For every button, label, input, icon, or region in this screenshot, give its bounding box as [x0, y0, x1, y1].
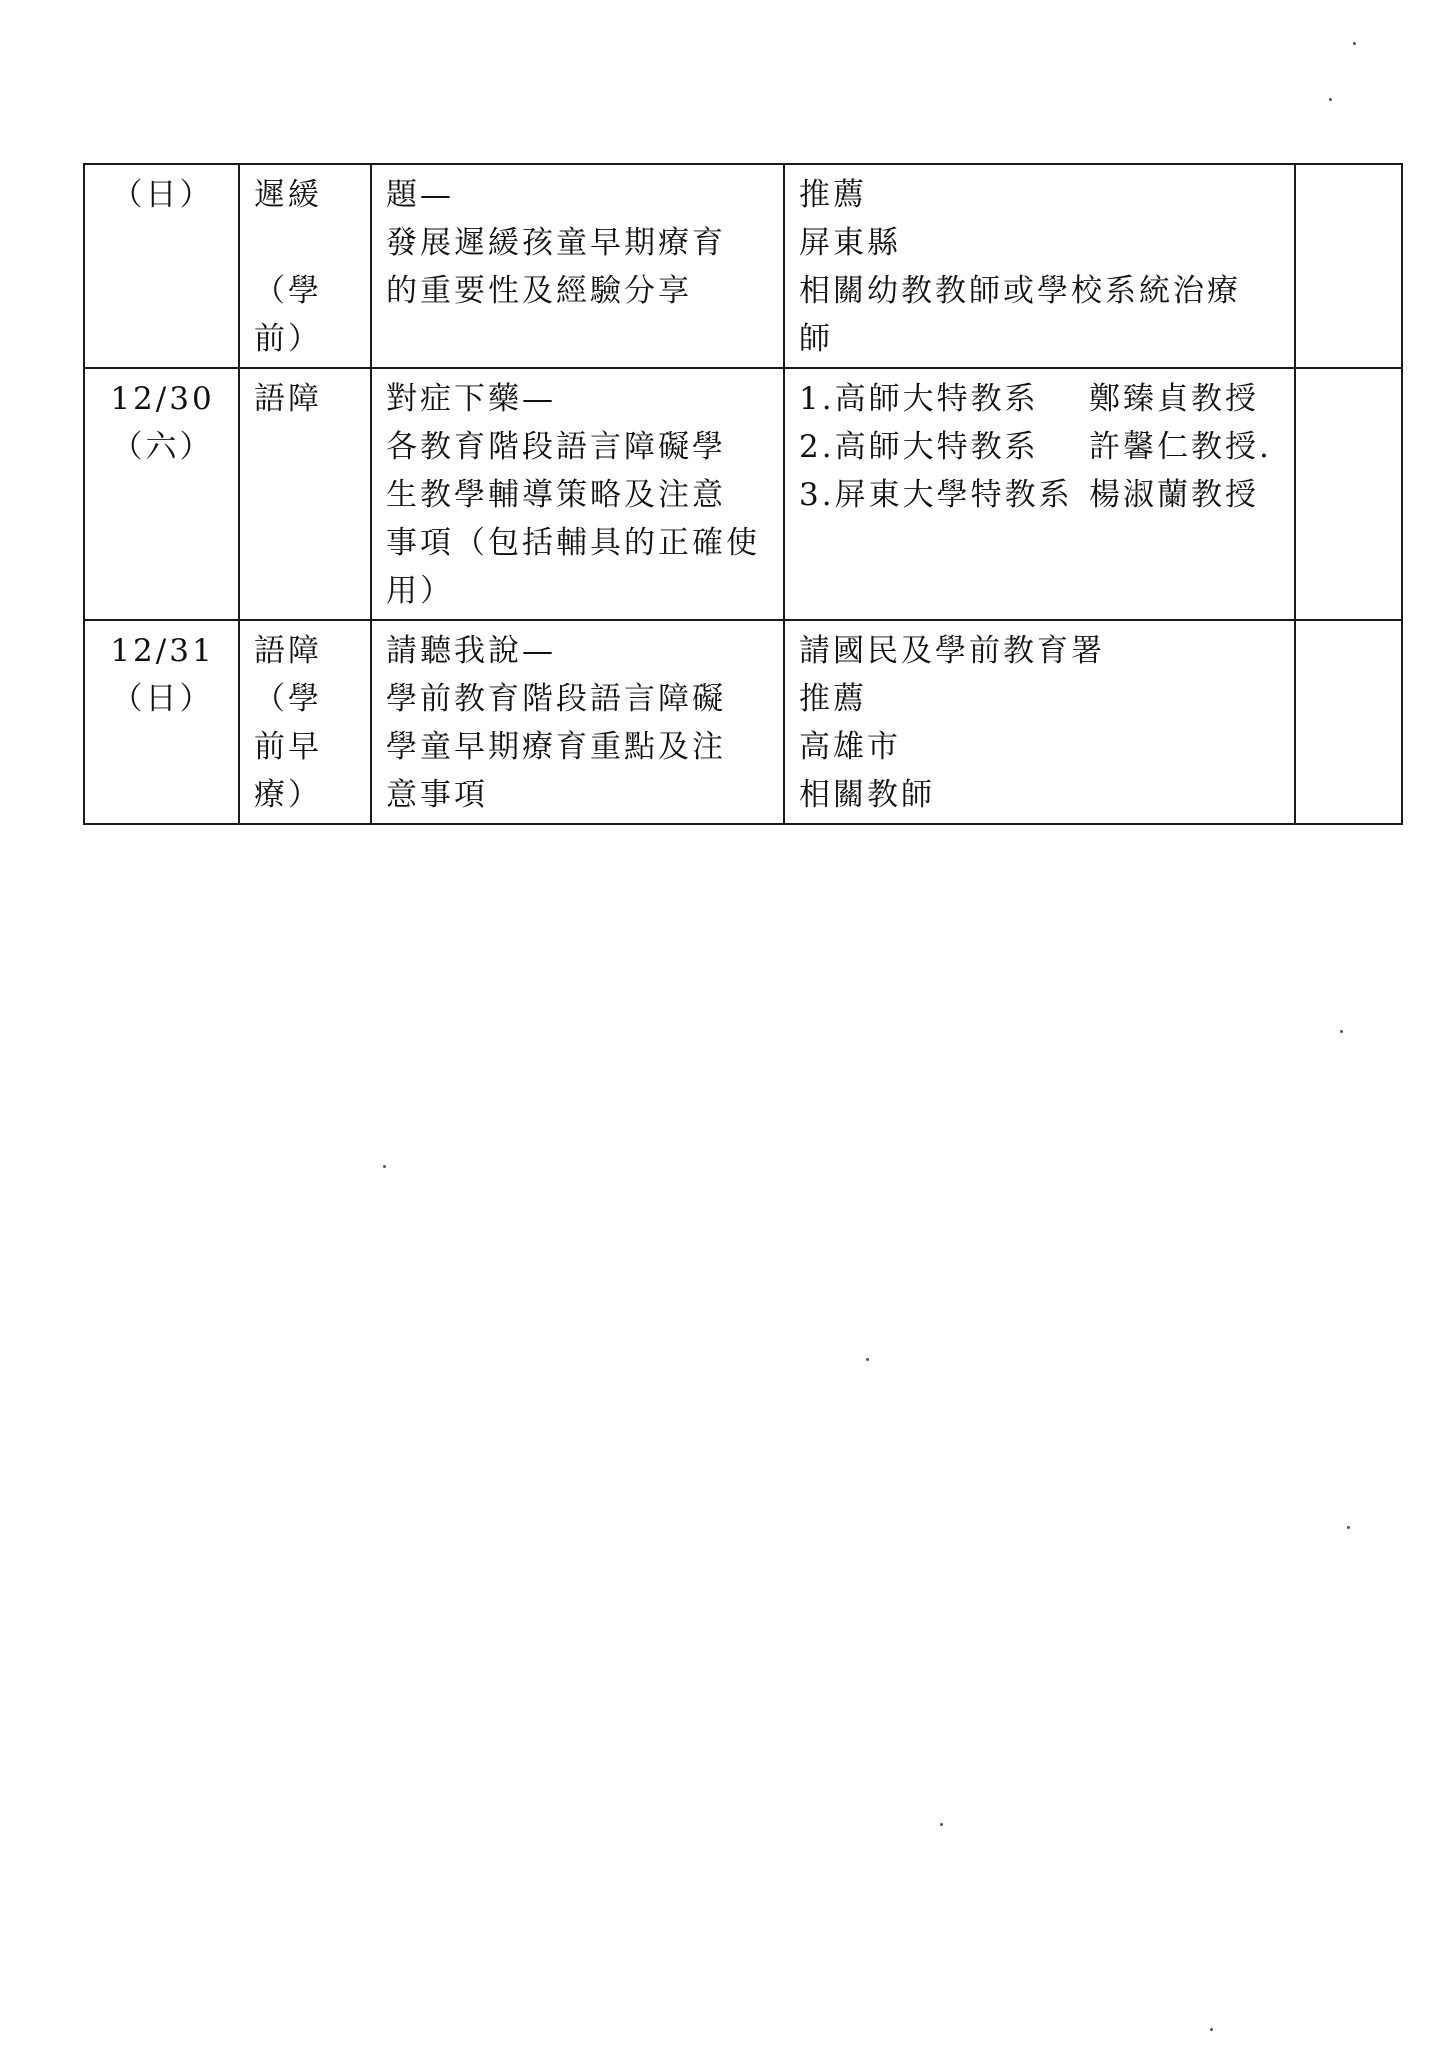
speaker-line: 請國民及學前教育署	[799, 633, 1105, 669]
topic-cell	[371, 368, 784, 620]
speaker-unit: 2.高師大特教系	[799, 429, 1039, 465]
scan-speck	[383, 1165, 386, 1168]
topic-cell	[371, 620, 784, 824]
scan-speck	[1347, 1526, 1350, 1529]
date-cell	[84, 368, 239, 620]
speaker-line: 屏東縣	[799, 225, 901, 261]
topic-line: 請聽我說—	[386, 633, 556, 669]
category-line: （學	[254, 273, 322, 309]
topic-line: 意事項	[386, 777, 488, 813]
topic-line: 用）	[386, 573, 454, 609]
speaker-line: 相關教師	[799, 777, 935, 813]
topic-line: 生教學輔導策略及注意	[386, 477, 726, 513]
note-cell	[1295, 368, 1402, 620]
topic-cell	[371, 164, 784, 368]
category-line: 遲緩	[254, 177, 322, 213]
category-cell	[239, 620, 371, 824]
category-line: 語障	[254, 633, 322, 669]
topic-line: 發展遲緩孩童早期療育	[386, 225, 726, 261]
topic-line: 學童早期療育重點及注	[386, 729, 726, 765]
scan-speck	[940, 1823, 943, 1826]
category-line: 語障	[254, 381, 322, 417]
note-cell	[1295, 620, 1402, 824]
category-line	[254, 219, 358, 267]
weekday: （日）	[111, 177, 214, 213]
table-row	[84, 620, 1402, 824]
speaker-line: 相關幼教教師或學校系統治療	[799, 273, 1241, 309]
topic-line: 題—	[386, 177, 454, 213]
speaker-line: 師	[799, 321, 833, 357]
speaker-name: 鄭臻貞教授	[1089, 381, 1259, 417]
topic-line: 對症下藥—	[386, 381, 556, 417]
speaker-unit: 3.屏東大學特教系	[799, 477, 1073, 513]
speaker-entry	[799, 375, 1282, 423]
scan-speck	[1340, 1030, 1343, 1033]
speaker-unit: 1.高師大特教系	[799, 381, 1039, 417]
category-line: （學	[254, 681, 322, 717]
scan-speck	[1210, 2028, 1213, 2031]
date-cell	[84, 620, 239, 824]
category-cell	[239, 164, 371, 368]
table-row	[84, 368, 1402, 620]
date-cell	[84, 164, 239, 368]
topic-line: 各教育階段語言障礙學	[386, 429, 726, 465]
speaker-entry	[799, 423, 1282, 471]
table-row	[84, 164, 1402, 368]
category-line: 前早	[254, 729, 322, 765]
note-cell	[1295, 164, 1402, 368]
scan-speck	[866, 1358, 869, 1361]
scan-speck	[1329, 98, 1332, 101]
speaker-name: 楊淑蘭教授	[1089, 477, 1259, 513]
speaker-cell	[784, 620, 1295, 824]
date: 12/31	[110, 633, 215, 669]
speaker-line: 推薦	[799, 681, 867, 717]
category-line: 療）	[254, 777, 322, 813]
speaker-line: 高雄市	[799, 729, 901, 765]
speaker-cell	[784, 368, 1295, 620]
schedule-table	[83, 163, 1403, 825]
weekday: （日）	[111, 681, 214, 717]
category-line: 前）	[254, 321, 322, 357]
topic-line: 事項（包括輔具的正確使	[386, 525, 760, 561]
category-cell	[239, 368, 371, 620]
speaker-line: 推薦	[799, 177, 867, 213]
scan-speck	[1353, 42, 1356, 45]
speaker-name: 許馨仁教授.	[1089, 429, 1272, 465]
weekday: （六）	[111, 429, 214, 465]
date: 12/30	[110, 381, 215, 417]
speaker-entry	[799, 471, 1282, 519]
topic-line: 的重要性及經驗分享	[386, 273, 692, 309]
speaker-cell	[784, 164, 1295, 368]
topic-line: 學前教育階段語言障礙	[386, 681, 726, 717]
